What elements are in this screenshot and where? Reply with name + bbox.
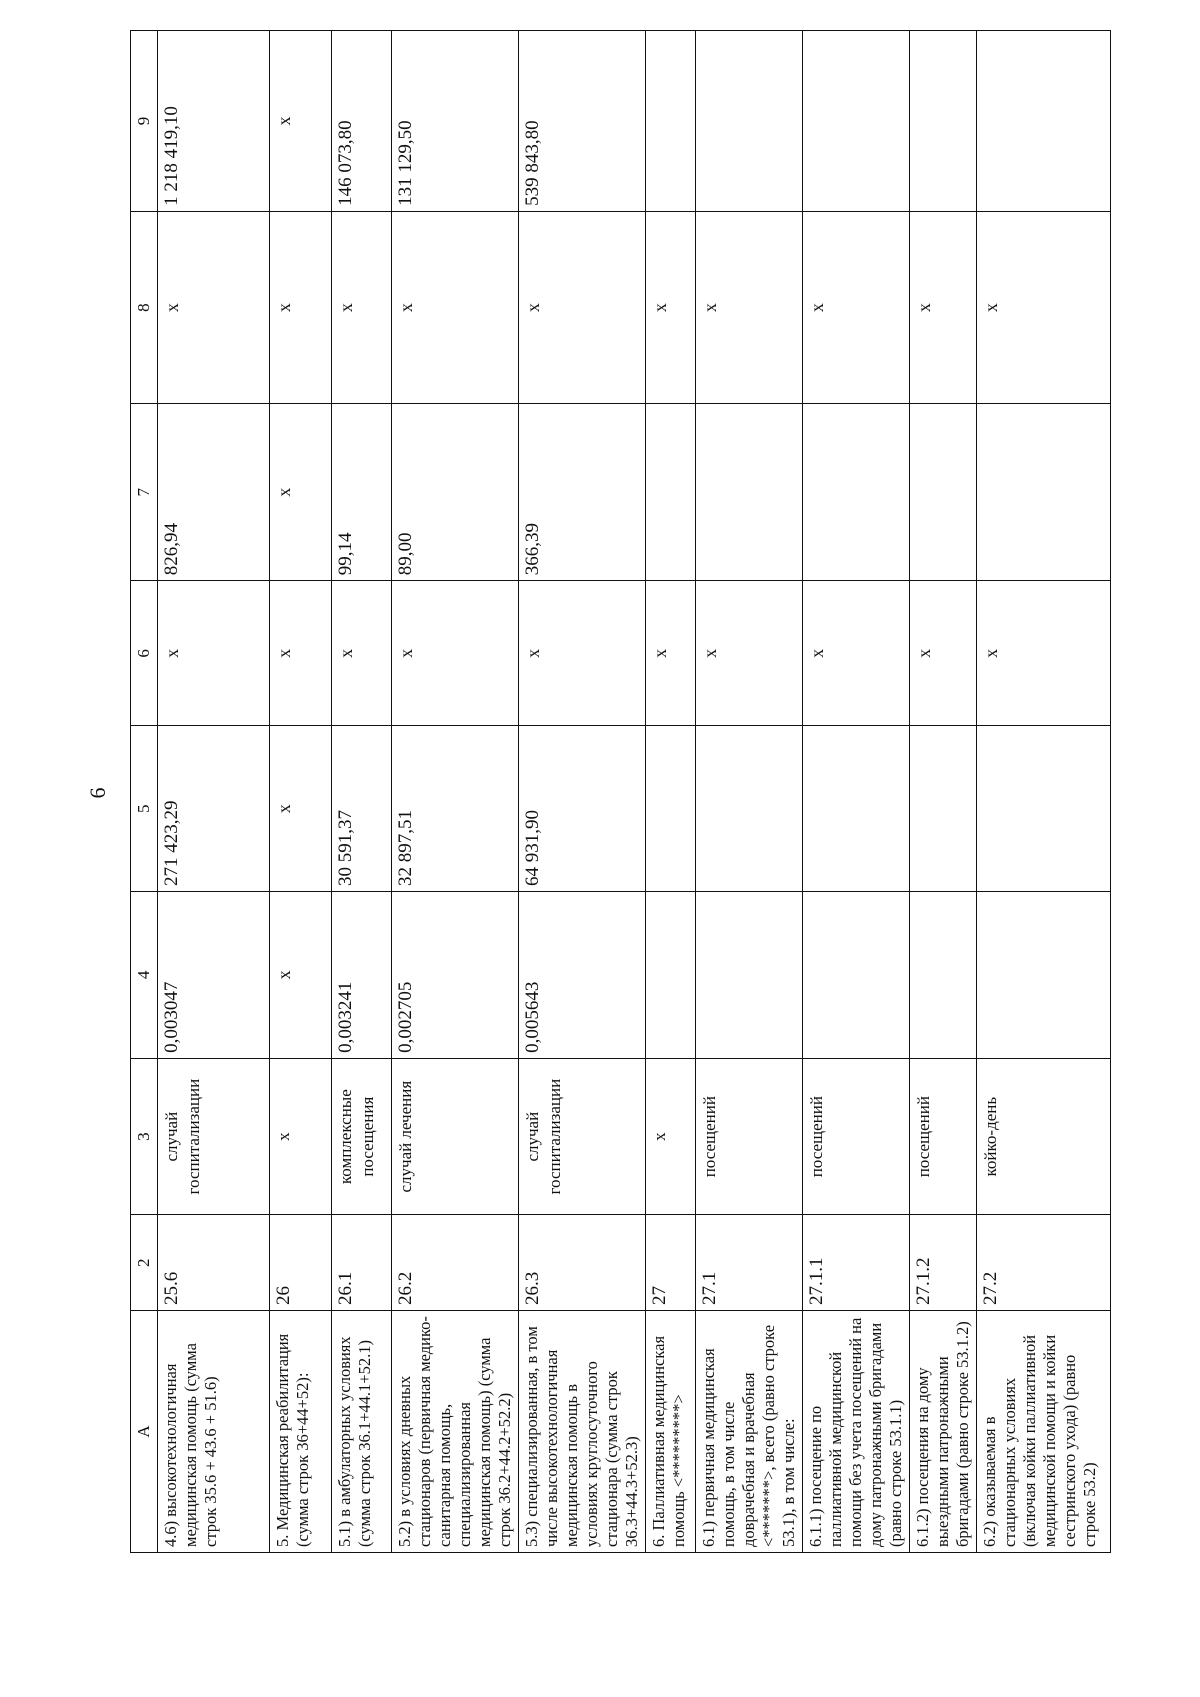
row-label-cell: 6.1) первичная медицинская помощь, в том числе доврачебная и врачебная <*******>, всего (равно строке 53.1), в том числе: — [696, 1311, 803, 1553]
table-cell: х — [519, 581, 646, 726]
table-cell: 826,94 — [158, 404, 270, 581]
table-cell — [696, 726, 803, 892]
table-cell: посещений — [910, 1058, 977, 1215]
table-row — [519, 31, 646, 1553]
table-row — [803, 31, 910, 1553]
table-cell: 1 218 419,10 — [158, 31, 270, 212]
table-cell — [646, 404, 696, 581]
table-cell: 64 931,90 — [519, 726, 646, 892]
table-cell — [977, 31, 1111, 212]
table-cell — [910, 31, 977, 212]
table-row — [332, 31, 392, 1553]
table-cell: случай госпитализации — [519, 1058, 646, 1215]
table-cell: 27.1.2 — [910, 1215, 977, 1311]
header-row — [131, 31, 158, 1553]
table-cell: 0,002705 — [392, 892, 519, 1059]
table-cell: х — [910, 211, 977, 403]
table-cell — [646, 892, 696, 1059]
table-cell — [696, 892, 803, 1059]
table-cell: х — [803, 581, 910, 726]
table-cell: 89,00 — [392, 404, 519, 581]
table-cell: 27.1 — [696, 1215, 803, 1311]
table-row — [158, 31, 270, 1553]
table-cell: х — [696, 211, 803, 403]
row-label-cell: 5. Медицинская реабилитация (сумма строк 36+44+52): — [270, 1311, 332, 1553]
table-row — [646, 31, 696, 1553]
table-cell: 27.1.1 — [803, 1215, 910, 1311]
table-cell: 26.1 — [332, 1215, 392, 1311]
table-cell: 539 843,80 — [519, 31, 646, 212]
table-cell — [646, 726, 696, 892]
table-cell: 26.2 — [392, 1215, 519, 1311]
table-cell: 99,14 — [332, 404, 392, 581]
table-cell: х — [646, 211, 696, 403]
table-cell — [803, 31, 910, 212]
row-label-cell: 6. Паллиативная медицинская помощь <*********> — [646, 1311, 696, 1553]
table-cell: х — [270, 404, 332, 581]
table-cell: х — [977, 211, 1111, 403]
table-cell: х — [270, 211, 332, 403]
table-cell: 27.2 — [977, 1215, 1111, 1311]
table-cell — [696, 31, 803, 212]
table-cell: х — [392, 211, 519, 403]
table-cell: 271 423,29 — [158, 726, 270, 892]
table-cell: 26.3 — [519, 1215, 646, 1311]
table-cell — [803, 892, 910, 1059]
table-row — [696, 31, 803, 1553]
table-cell: х — [332, 211, 392, 403]
table-cell: х — [270, 31, 332, 212]
header-cell: 8 — [131, 211, 158, 403]
table-cell: х — [270, 1058, 332, 1215]
header-cell: 7 — [131, 404, 158, 581]
table-cell: 146 073,80 — [332, 31, 392, 212]
table-cell: х — [803, 211, 910, 403]
financing-table — [130, 30, 1111, 1553]
table-cell — [910, 892, 977, 1059]
table-cell: х — [646, 581, 696, 726]
table-row — [910, 31, 977, 1553]
header-cell: 9 — [131, 31, 158, 212]
table-cell: комплексные посещения — [332, 1058, 392, 1215]
row-label-cell: 5.2) в условиях дневных стационаров (первичная медико-санитарная помощь, специализированная медицинская помощь) (сумма строк 36.2+44.2+52.2) — [392, 1311, 519, 1553]
table-cell: 0,003241 — [332, 892, 392, 1059]
table-cell: х — [392, 581, 519, 726]
rotated-table-container — [130, 30, 1099, 1553]
table-row — [392, 31, 519, 1553]
table-cell: х — [519, 211, 646, 403]
header-cell: 3 — [131, 1058, 158, 1215]
row-label-cell: 6.1.2) посещения на дому выездными патронажными бригадами (равно строке 53.1.2) — [910, 1311, 977, 1553]
header-cell: 4 — [131, 892, 158, 1059]
table-cell: х — [977, 581, 1111, 726]
table-cell — [977, 892, 1111, 1059]
table-cell: х — [158, 581, 270, 726]
header-cell: 2 — [131, 1215, 158, 1311]
table-cell — [977, 404, 1111, 581]
table-cell: 366,39 — [519, 404, 646, 581]
table-cell — [696, 404, 803, 581]
table-cell: х — [910, 581, 977, 726]
table-row — [977, 31, 1111, 1553]
table-cell: случай лечения — [392, 1058, 519, 1215]
table-cell: 0,003047 — [158, 892, 270, 1059]
table-cell: х — [270, 581, 332, 726]
table-row — [270, 31, 332, 1553]
table-cell — [803, 726, 910, 892]
table-cell: 131 129,50 — [392, 31, 519, 212]
table-cell: х — [696, 581, 803, 726]
table-cell — [646, 31, 696, 212]
table-cell — [910, 404, 977, 581]
table-cell: 26 — [270, 1215, 332, 1311]
table-cell: х — [270, 726, 332, 892]
table-cell — [803, 404, 910, 581]
row-label-cell: 5.3) специализированная, в том числе высокотехнологичная медицинская помощь в условиях круглосуточного стационара (сумма строк 36.3+44.3+52.3) — [519, 1311, 646, 1553]
table-cell: х — [332, 581, 392, 726]
table-cell: посещений — [696, 1058, 803, 1215]
header-cell: 5 — [131, 726, 158, 892]
table-cell: посещений — [803, 1058, 910, 1215]
header-cell: А — [131, 1311, 158, 1553]
table-cell: 25.6 — [158, 1215, 270, 1311]
table-cell: 27 — [646, 1215, 696, 1311]
table-cell: х — [270, 892, 332, 1059]
row-label-cell: 5.1) в амбулаторных условиях (сумма строк 36.1+44.1+52.1) — [332, 1311, 392, 1553]
header-cell: 6 — [131, 581, 158, 726]
table-cell: случай госпитализации — [158, 1058, 270, 1215]
table-cell: 0,005643 — [519, 892, 646, 1059]
table-cell — [910, 726, 977, 892]
table-cell: х — [646, 1058, 696, 1215]
table-cell: 30 591,37 — [332, 726, 392, 892]
page-number: 6 — [85, 787, 110, 799]
table-cell: 32 897,51 — [392, 726, 519, 892]
table-cell: койко-день — [977, 1058, 1111, 1215]
row-label-cell: 6.2) оказываемая в стационарных условиях (включая койки паллиативной медицинской помощи и койки сестринского ухода) (равно строке 53.2) — [977, 1311, 1111, 1553]
table-cell: х — [158, 211, 270, 403]
row-label-cell: 6.1.1) посещение по паллиативной медицинской помощи без учета посещений на дому патронажными бригадами (равно строке 53.1.1) — [803, 1311, 910, 1553]
table-cell — [977, 726, 1111, 892]
row-label-cell: 4.6) высокотехнологичная медицинская помощь (сумма строк 35.6 + 43.6 + 51.6) — [158, 1311, 270, 1553]
